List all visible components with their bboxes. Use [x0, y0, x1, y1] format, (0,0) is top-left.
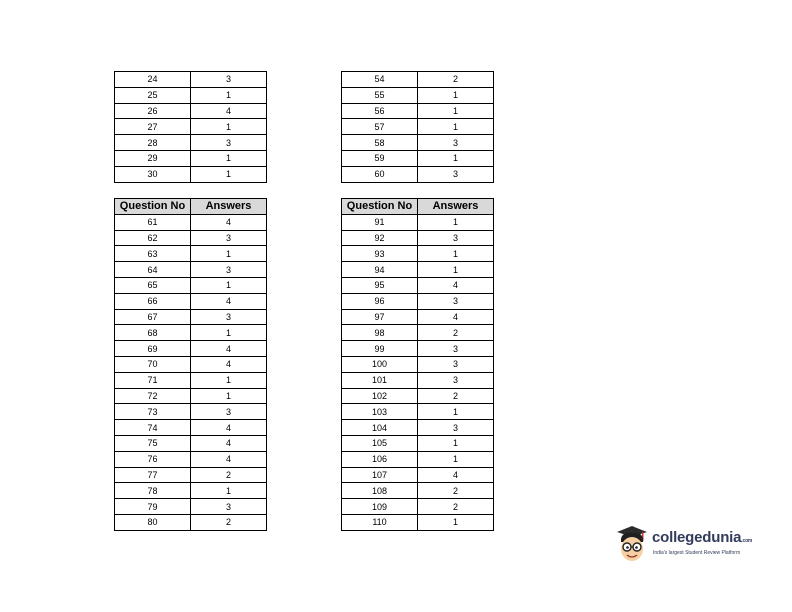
- answer-cell: 4: [418, 277, 494, 293]
- answer-table-top-right: [341, 71, 494, 183]
- answer-cell: 3: [418, 293, 494, 309]
- question-number-cell: 26: [115, 103, 191, 119]
- table-row: [342, 135, 494, 151]
- table-header-row: [115, 199, 267, 215]
- question-number-cell: 64: [115, 262, 191, 278]
- answer-cell: 3: [191, 499, 267, 515]
- table-row: [342, 103, 494, 119]
- question-number-cell: 28: [115, 135, 191, 151]
- question-number-cell: 79: [115, 499, 191, 515]
- question-number-cell: 61: [115, 214, 191, 230]
- question-number-cell: 30: [115, 166, 191, 182]
- logo-wordmark: collegedunia: [652, 529, 742, 546]
- table-row: [115, 467, 267, 483]
- table-row: [342, 467, 494, 483]
- question-number-cell: 93: [342, 246, 418, 262]
- table-row: [342, 262, 494, 278]
- question-number-cell: 58: [342, 135, 418, 151]
- table-row: [115, 404, 267, 420]
- answer-cell: 1: [191, 372, 267, 388]
- table-row: [115, 72, 267, 88]
- question-number-cell: 63: [115, 246, 191, 262]
- table-row: [115, 214, 267, 230]
- answer-cell: 4: [191, 420, 267, 436]
- answer-cell: 1: [418, 246, 494, 262]
- table-row: [115, 277, 267, 293]
- table-row: [342, 483, 494, 499]
- collegedunia-logo: [614, 523, 764, 569]
- table-row: [342, 451, 494, 467]
- question-number-cell: 100: [342, 356, 418, 372]
- answer-cell: 1: [418, 103, 494, 119]
- question-number-cell: 69: [115, 341, 191, 357]
- answer-table-bottom-right: [341, 198, 494, 531]
- answer-cell: 1: [191, 246, 267, 262]
- table-row: [115, 420, 267, 436]
- answer-cell: 1: [418, 150, 494, 166]
- question-number-cell: 101: [342, 372, 418, 388]
- question-number-cell: 102: [342, 388, 418, 404]
- table-row: [115, 293, 267, 309]
- answers-header: Answers: [418, 199, 494, 215]
- table-row: [342, 388, 494, 404]
- table-row: [115, 341, 267, 357]
- question-number-cell: 57: [342, 119, 418, 135]
- answer-cell: 1: [191, 325, 267, 341]
- question-number-cell: 66: [115, 293, 191, 309]
- table-row: [115, 499, 267, 515]
- table-row: [115, 388, 267, 404]
- question-no-header: Question No: [342, 199, 418, 215]
- answer-cell: 1: [191, 166, 267, 182]
- question-number-cell: 98: [342, 325, 418, 341]
- question-number-cell: 25: [115, 87, 191, 103]
- table-row: [115, 514, 267, 530]
- table-row: [342, 499, 494, 515]
- answer-cell: 1: [418, 262, 494, 278]
- table-row: [342, 246, 494, 262]
- question-number-cell: 95: [342, 277, 418, 293]
- table-row: [342, 166, 494, 182]
- question-number-cell: 110: [342, 514, 418, 530]
- question-number-cell: 80: [115, 514, 191, 530]
- answer-cell: 3: [191, 72, 267, 88]
- question-number-cell: 78: [115, 483, 191, 499]
- question-number-cell: 72: [115, 388, 191, 404]
- question-number-cell: 94: [342, 262, 418, 278]
- answer-cell: 3: [418, 372, 494, 388]
- table-row: [115, 230, 267, 246]
- answer-cell: 4: [191, 341, 267, 357]
- answer-cell: 2: [191, 467, 267, 483]
- answers-header: Answers: [191, 199, 267, 215]
- answer-cell: 3: [418, 356, 494, 372]
- table-row: [115, 356, 267, 372]
- answer-cell: 4: [191, 103, 267, 119]
- answer-cell: 1: [418, 404, 494, 420]
- student-mascot-icon: [614, 523, 650, 567]
- answer-cell: 1: [191, 150, 267, 166]
- answer-cell: 2: [418, 499, 494, 515]
- answer-table-bottom-left: [114, 198, 267, 531]
- answer-cell: 2: [418, 483, 494, 499]
- table-row: [115, 435, 267, 451]
- table-row: [115, 87, 267, 103]
- question-number-cell: 77: [115, 467, 191, 483]
- answer-cell: 1: [418, 514, 494, 530]
- table-row: [342, 325, 494, 341]
- table-row: [342, 87, 494, 103]
- question-number-cell: 71: [115, 372, 191, 388]
- table-row: [342, 372, 494, 388]
- question-number-cell: 60: [342, 166, 418, 182]
- answer-cell: 4: [418, 467, 494, 483]
- answer-cell: 3: [191, 404, 267, 420]
- table-row: [342, 277, 494, 293]
- answer-cell: 1: [191, 119, 267, 135]
- table-row: [342, 150, 494, 166]
- table-row: [115, 103, 267, 119]
- question-number-cell: 27: [115, 119, 191, 135]
- table-row: [115, 483, 267, 499]
- answer-cell: 3: [191, 135, 267, 151]
- table-row: [342, 72, 494, 88]
- answer-cell: 3: [418, 166, 494, 182]
- answer-cell: 3: [191, 262, 267, 278]
- answer-cell: 3: [418, 341, 494, 357]
- table-row: [342, 230, 494, 246]
- question-number-cell: 67: [115, 309, 191, 325]
- answer-cell: 2: [418, 388, 494, 404]
- answer-cell: 1: [418, 119, 494, 135]
- question-number-cell: 70: [115, 356, 191, 372]
- table-row: [115, 372, 267, 388]
- question-number-cell: 106: [342, 451, 418, 467]
- question-no-header: Question No: [115, 199, 191, 215]
- answer-cell: 1: [191, 388, 267, 404]
- table-row: [342, 356, 494, 372]
- question-number-cell: 107: [342, 467, 418, 483]
- table-row: [115, 166, 267, 182]
- answer-cell: 2: [418, 72, 494, 88]
- question-number-cell: 91: [342, 214, 418, 230]
- table-row: [342, 293, 494, 309]
- question-number-cell: 109: [342, 499, 418, 515]
- question-number-cell: 96: [342, 293, 418, 309]
- question-number-cell: 92: [342, 230, 418, 246]
- answer-cell: 3: [418, 230, 494, 246]
- question-number-cell: 108: [342, 483, 418, 499]
- question-number-cell: 104: [342, 420, 418, 436]
- answer-cell: 4: [191, 293, 267, 309]
- logo-suffix: .com: [741, 538, 753, 544]
- question-number-cell: 74: [115, 420, 191, 436]
- table-row: [115, 325, 267, 341]
- answer-cell: 1: [191, 483, 267, 499]
- answer-cell: 3: [418, 135, 494, 151]
- question-number-cell: 54: [342, 72, 418, 88]
- question-number-cell: 73: [115, 404, 191, 420]
- question-number-cell: 55: [342, 87, 418, 103]
- question-number-cell: 24: [115, 72, 191, 88]
- table-row: [342, 435, 494, 451]
- question-number-cell: 103: [342, 404, 418, 420]
- answer-cell: 2: [418, 325, 494, 341]
- table-row: [342, 119, 494, 135]
- answer-cell: 1: [191, 87, 267, 103]
- answer-cell: 1: [418, 435, 494, 451]
- answer-cell: 1: [418, 451, 494, 467]
- question-number-cell: 56: [342, 103, 418, 119]
- answer-cell: 1: [191, 277, 267, 293]
- table-row: [115, 119, 267, 135]
- table-row: [115, 135, 267, 151]
- answer-cell: 4: [191, 356, 267, 372]
- table-row: [342, 514, 494, 530]
- table-header-row: [342, 199, 494, 215]
- table-row: [115, 451, 267, 467]
- table-row: [342, 404, 494, 420]
- question-number-cell: 62: [115, 230, 191, 246]
- answer-cell: 4: [191, 451, 267, 467]
- answer-cell: 1: [418, 214, 494, 230]
- answer-cell: 3: [191, 309, 267, 325]
- question-number-cell: 75: [115, 435, 191, 451]
- answer-cell: 4: [191, 435, 267, 451]
- answer-cell: 4: [191, 214, 267, 230]
- table-row: [115, 309, 267, 325]
- answer-cell: 4: [418, 309, 494, 325]
- table-row: [342, 341, 494, 357]
- answer-cell: 2: [191, 514, 267, 530]
- answer-cell: 3: [191, 230, 267, 246]
- question-number-cell: 99: [342, 341, 418, 357]
- logo-tagline: India's largest Student Review Platform: [653, 550, 741, 556]
- answer-table-top-left: [114, 71, 267, 183]
- question-number-cell: 76: [115, 451, 191, 467]
- answer-cell: 3: [418, 420, 494, 436]
- question-number-cell: 29: [115, 150, 191, 166]
- question-number-cell: 65: [115, 277, 191, 293]
- table-row: [115, 246, 267, 262]
- table-row: [115, 150, 267, 166]
- table-row: [342, 214, 494, 230]
- table-row: [342, 309, 494, 325]
- question-number-cell: 68: [115, 325, 191, 341]
- question-number-cell: 105: [342, 435, 418, 451]
- answer-cell: 1: [418, 87, 494, 103]
- table-row: [115, 262, 267, 278]
- table-row: [342, 420, 494, 436]
- question-number-cell: 97: [342, 309, 418, 325]
- question-number-cell: 59: [342, 150, 418, 166]
